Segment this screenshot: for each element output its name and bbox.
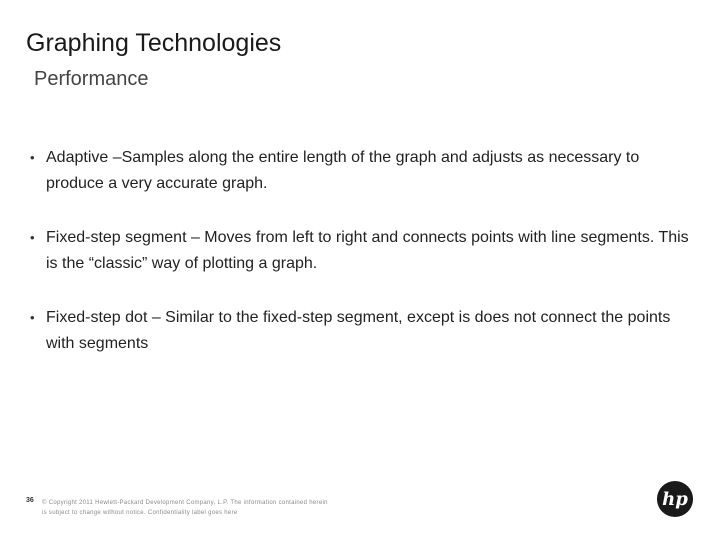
hp-logo-icon: [656, 480, 694, 518]
bullet-list: [30, 145, 690, 385]
hp-logo-text: hp: [662, 489, 688, 511]
bullet-marker: •: [30, 150, 35, 165]
bullet-text: Fixed-step dot – Similar to the fixed-step segment, except is does not connect the points with segments: [46, 309, 671, 352]
page-number: 36: [26, 497, 34, 504]
bullet-text: Fixed-step segment – Moves from left to right and connects points with line segments. This is the “classic” way of plotting a graph.: [46, 229, 689, 272]
bullet-item-fixed-step-dot: [30, 305, 690, 357]
slide-title: Graphing Technologies: [26, 29, 282, 57]
bullet-marker: •: [30, 310, 35, 325]
bullet-item-adaptive: [30, 145, 690, 197]
bullet-item-fixed-step-segment: [30, 225, 690, 277]
bullet-text: Adaptive –Samples along the entire length of the graph and adjusts as necessary to produce a very accurate graph.: [46, 149, 640, 192]
slide-subtitle: Performance: [34, 68, 149, 90]
copyright-notice: © Copyright 2011 Hewlett-Packard Development Company, L.P. The information contained herein is subject to change without notice. Confidentiality label goes here: [42, 500, 328, 516]
bullet-marker: •: [30, 230, 35, 245]
